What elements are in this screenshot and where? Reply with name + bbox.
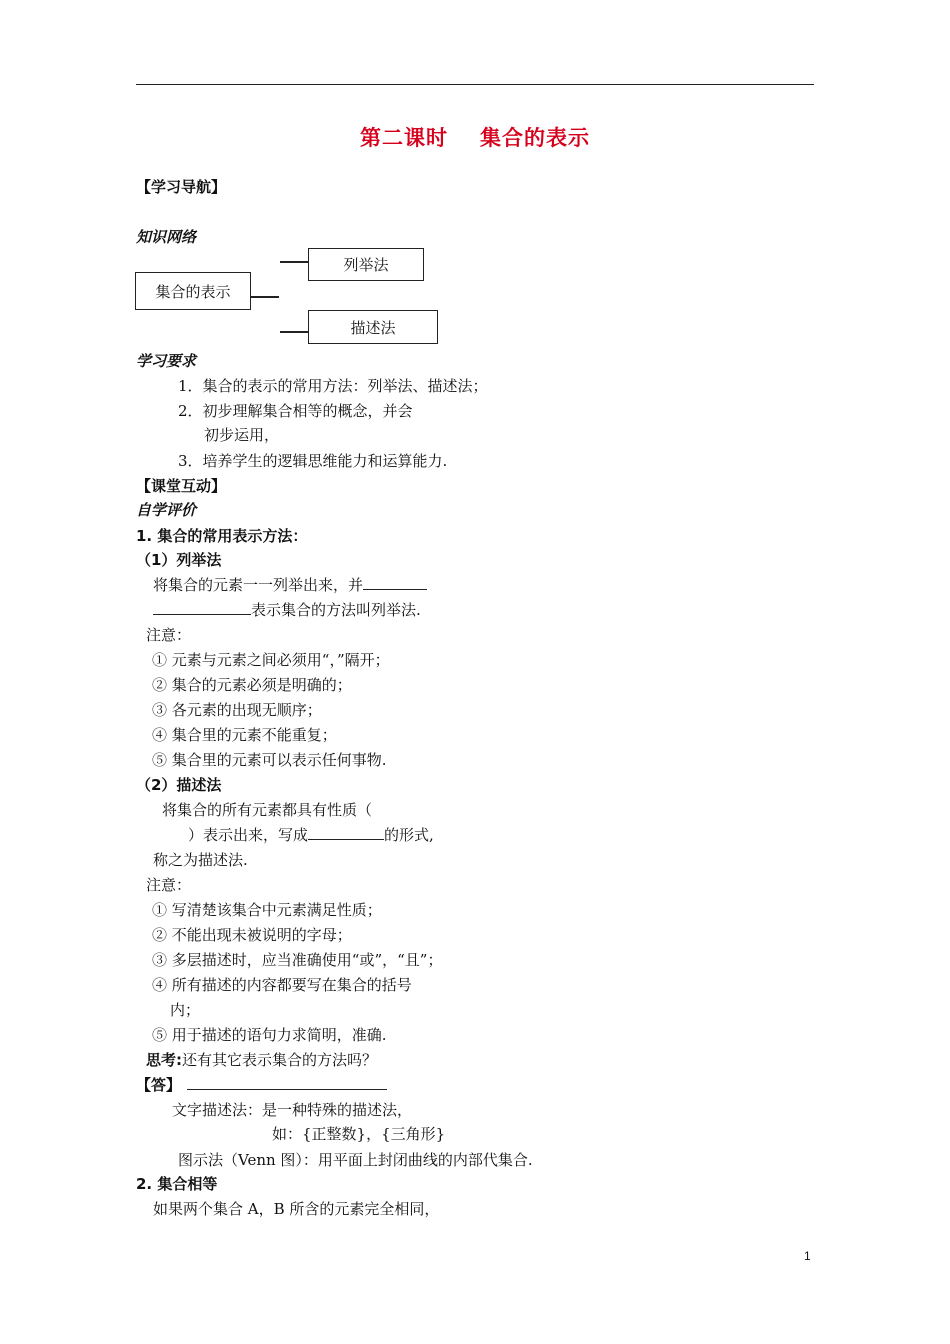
- note-label: 注意：: [146, 876, 192, 894]
- section-class-heading: 【课堂互动】: [136, 477, 227, 495]
- s1-p2b-text: ）表示出来，写成: [188, 826, 309, 844]
- diagram-branch-label-1: 列举法: [343, 256, 389, 274]
- s1-p1a: [153, 575, 427, 595]
- fill-blank: [187, 1075, 387, 1090]
- header-rule: [136, 84, 814, 85]
- fill-blank: [363, 575, 427, 590]
- note-item: 内；: [170, 1001, 201, 1019]
- requirement-item: 1．集合的表示的常用方法：列举法、描述法；: [178, 377, 488, 395]
- requirements-heading: 学习要求: [136, 352, 197, 370]
- diagram-root-label: 集合的表示: [155, 282, 231, 301]
- note-label: 注意：: [146, 626, 192, 644]
- diagram-connector-upper: [280, 261, 308, 263]
- requirement-item: 3．培养学生的逻辑思维能力和运算能力.: [178, 452, 448, 470]
- diagram-connector-lower: [280, 331, 308, 333]
- requirement-item: 2．初步理解集合相等的概念，并会: [178, 402, 413, 420]
- knowledge-network-heading: 知识网络: [136, 228, 197, 246]
- s1-p2a: 将集合的所有元素都具有性质（: [162, 801, 373, 819]
- note-item: ⑤ 用于描述的语句力求简明，准确.: [152, 1026, 387, 1044]
- answer-line: [136, 1075, 387, 1095]
- diagram-branch-label-2: 描述法: [350, 318, 396, 337]
- s1-sub1: （1）列举法: [136, 551, 222, 569]
- note-item: ③ 多层描述时，应当准确使用“或”，“且”；: [152, 951, 443, 969]
- note-item: ③ 各元素的出现无顺序；: [152, 701, 322, 719]
- answer-label: 【答】: [136, 1076, 182, 1094]
- s1-p2d: 称之为描述法.: [153, 851, 248, 869]
- think-line: [146, 1050, 377, 1070]
- s1-p2c-text: 的形式,: [384, 826, 434, 844]
- self-eval-heading: 自学评价: [136, 501, 197, 519]
- note-item: ④ 集合里的元素不能重复；: [152, 726, 337, 744]
- note-item: ④ 所有描述的内容都要写在集合的括号: [152, 976, 412, 994]
- answer-line-2: 如：{正整数}，{三角形}: [272, 1125, 446, 1143]
- s1-p1b: [153, 600, 421, 620]
- section-nav-heading: 【学习导航】: [136, 178, 227, 196]
- think-label: 思考:: [146, 1051, 182, 1069]
- s2-heading: 2. 集合相等: [136, 1175, 218, 1193]
- think-text: 还有其它表示集合的方法吗？: [182, 1051, 378, 1069]
- s2-p1: 如果两个集合 A，B 所含的元素完全相同，: [153, 1200, 440, 1218]
- note-item: ① 写清楚该集合中元素满足性质；: [152, 901, 382, 919]
- answer-line-1: 文字描述法：是一种特殊的描述法，: [172, 1101, 413, 1119]
- s1-p1a-text: 将集合的元素一一列举出来，并: [153, 576, 364, 594]
- s1-heading: 1. 集合的常用表示方法：: [136, 527, 308, 545]
- fill-blank: [308, 825, 384, 840]
- s1-p1b-text: 表示集合的方法叫列举法.: [251, 601, 421, 619]
- note-item: ② 不能出现未被说明的字母；: [152, 926, 352, 944]
- diagram-root-box: [135, 272, 251, 310]
- note-item: ② 集合的元素必须是明确的；: [152, 676, 352, 694]
- note-item: ① 元素与元素之间必须用“，”隔开；: [152, 651, 390, 669]
- title-part2: 集合的表示: [480, 126, 590, 150]
- diagram-branch-box-1: [308, 248, 424, 281]
- answer-line-3: 图示法（Venn 图）：用平面上封闭曲线的内部代集合.: [178, 1151, 533, 1169]
- page-number: 1: [804, 1249, 811, 1263]
- note-item: ⑤ 集合里的元素可以表示任何事物.: [152, 751, 387, 769]
- s1-p2b: [188, 825, 434, 845]
- requirement-item: 初步运用，: [204, 426, 280, 444]
- page-title: [0, 122, 950, 152]
- diagram-connector: [251, 296, 279, 298]
- title-part1: 第二课时: [360, 126, 448, 150]
- fill-blank: [153, 600, 251, 615]
- s1-sub2: （2）描述法: [136, 776, 222, 794]
- diagram-branch-box-2: [308, 310, 438, 344]
